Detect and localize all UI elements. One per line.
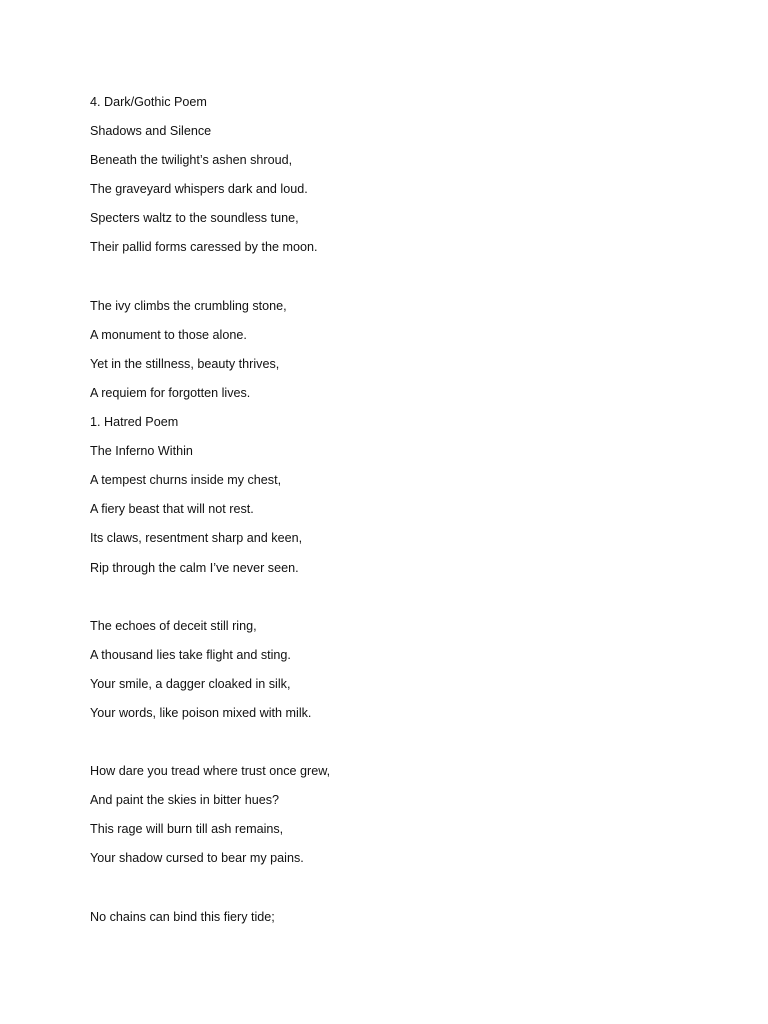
- poem-line: Their pallid forms caressed by the moon.: [90, 240, 318, 255]
- poem-line: Rip through the calm I’ve never seen.: [90, 560, 299, 575]
- poem-line: A thousand lies take flight and sting.: [90, 647, 291, 662]
- poem-line: How dare you tread where trust once grew,: [90, 764, 331, 779]
- poem-title: The Inferno Within: [90, 444, 193, 459]
- document-body: [90, 93, 710, 937]
- poem-line: Beneath the twilight’s ashen shroud,: [90, 153, 293, 168]
- poem-line: No chains can bind this fiery tide;: [90, 909, 275, 924]
- poem-line: A monument to those alone.: [90, 327, 247, 342]
- stanza-break: [90, 588, 710, 617]
- poem-line: Your shadow cursed to bear my pains.: [90, 851, 304, 866]
- stanza-break: [90, 268, 710, 297]
- stanza-break: [90, 879, 710, 908]
- poem-line: Yet in the stillness, beauty thrives,: [90, 356, 280, 371]
- stanza-break: [90, 733, 710, 762]
- poem-line: Your smile, a dagger cloaked in silk,: [90, 676, 291, 691]
- section-heading: 4. Dark/Gothic Poem: [90, 95, 207, 109]
- poem-line: Its claws, resentment sharp and keen,: [90, 531, 303, 546]
- poem-title: Shadows and Silence: [90, 124, 212, 139]
- poem-line: A tempest churns inside my chest,: [90, 473, 282, 488]
- poem-line: This rage will burn till ash remains,: [90, 822, 284, 837]
- poem-line: The echoes of deceit still ring,: [90, 618, 257, 633]
- poem-line: The graveyard whispers dark and loud.: [90, 182, 308, 197]
- section-heading: 1. Hatred Poem: [90, 415, 179, 430]
- poem-line: Your words, like poison mixed with milk.: [90, 705, 312, 720]
- poem-line: A requiem for forgotten lives.: [90, 385, 251, 400]
- poem-line: Specters waltz to the soundless tune,: [90, 211, 299, 226]
- poem-line: A fiery beast that will not rest.: [90, 502, 254, 517]
- poem-line: And paint the skies in bitter hues?: [90, 793, 280, 808]
- poem-line: The ivy climbs the crumbling stone,: [90, 298, 287, 313]
